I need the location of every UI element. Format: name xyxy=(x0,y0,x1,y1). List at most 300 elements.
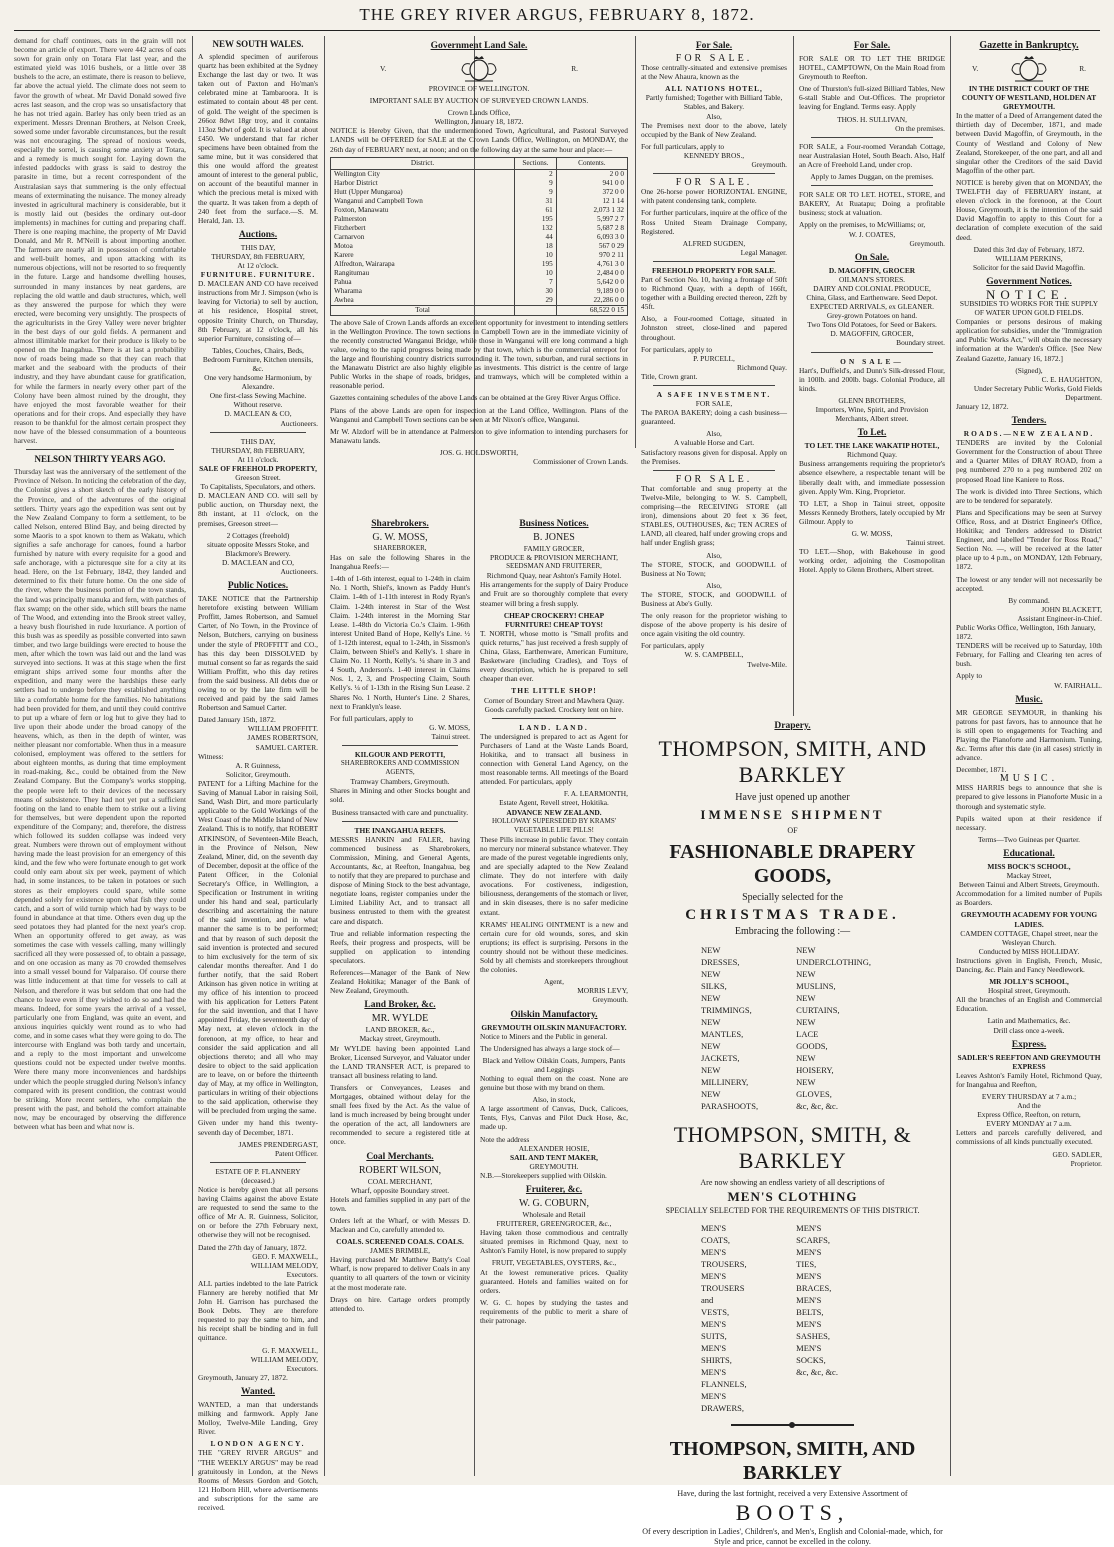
advance-body: These Pills increase in public favor. They contain no mercury nor mineral substance whatever. They are made of the purest vegetable ingredients only, and are specially adapted to the New Zealand climate. They do not interfere with daily avocations. For costiveness, indigestion, biliousness, derangements of the stomach or liver, and in skin diseases, there is no safer medicine extant. xyxy=(480,834,628,917)
let-body: Business arrangements requiring the proprietor's absence elsewhere, a respectable tenant will be liberally dealt with, and immediate possession given. Apply Wm. King, Proprietor. xyxy=(799,459,945,496)
express-signature: GEO. SADLER, xyxy=(1052,1149,1102,1159)
crockery-title: CHEAP CROCKERY! CHEAP FURNITURE! CHEAP TOYS! xyxy=(503,610,605,629)
school-body: Instructions given in English, French, Music, Dancing, &c. Plain and Fancy Needlework. xyxy=(956,955,1102,974)
let-body: TO LET, a Shop in Tainui street, opposite Messrs Kennedy Brothers, lately occupied by Mr Gilmour. Apply to xyxy=(799,498,945,526)
brimble-title: COALS. SCREENED COALS. COALS. xyxy=(336,1237,464,1247)
ornament-divider-icon xyxy=(641,1420,944,1430)
bankruptcy-body: NOTICE is hereby given that on MONDAY, the TWELFTH day of FEBRUARY instant, at eleven o'clock in the forenoon, at the Court House, Greymouth, it is the intention of the said David Magoffin to apply to this Court for a declaration of complete execution of the said deed. xyxy=(956,177,1102,242)
sale-title: FOR SALE. xyxy=(675,177,753,189)
estate-notice: Notice is hereby given that all persons having Claims against the above Estate are requested to send the same to the office of Mr A. R. Guinness, Solicitor, on or before the 27th February next, otherwise they will not be recognised. xyxy=(198,1184,318,1240)
table-cell: 12 1 14 xyxy=(556,197,627,206)
auction-role: Auctioneers. xyxy=(280,418,318,428)
gov-notice-title: NOTICE. xyxy=(986,286,1072,302)
sale-body: One 26-horse power HORIZONTAL ENGINE, with patent condensing tank, complete. xyxy=(641,187,787,206)
bakery-ad: FOR SALE OR TO LET. HOTEL, STORE, and BAKERY, At Ruatapu; Doing a profitable business; stock at valuation. xyxy=(799,190,945,218)
agency-title: LONDON AGENCY. xyxy=(210,1439,306,1449)
auction-items: 2 Cottages (freehold) xyxy=(226,530,290,540)
gov-date: January 12, 1872. xyxy=(956,402,1009,411)
land-agent-title: LAND. LAND. xyxy=(519,722,589,732)
school-body: Conducted by MISS HOLLIDAY. xyxy=(978,946,1080,956)
kilgour-address: Tramway Chambers, Greymouth. xyxy=(350,777,450,787)
hotel-address: On the premises. xyxy=(895,123,945,133)
drapery-list-left xyxy=(701,1222,789,1414)
drapery-christmas: CHRISTMAS TRADE. xyxy=(685,907,900,923)
let-title: TO LET. THE LAKE WAKATIP HOTEL, xyxy=(804,441,940,451)
brimble-name: JAMES BRIMBLE, xyxy=(370,1246,430,1256)
nsw-article: A splendid specimen of auriferous quartz has been exhibited at the Sydney Exchange the last day or two. It was taken out of Paxton and Ho'man's celebrated mine at Tambaroora. It is estimated to contain about 48 per cent. of gold. The weight of the specimen is 266oz 8dwt 18gr troy, and it contains 113oz 9dwt of gold. It is valued at about £450. We understand that far richer specimens have been obtained from the same mine, but it was considered that this one would afford the greatest amount of interest to the general public, on account of the beautiful manner in which the precious metal is mixed with the quartz. It was taken from a depth of 240 feet from the surface.—S. M. Herald, Jan. 13. xyxy=(198,52,318,225)
list-item: MEN'S TROUSERS, xyxy=(701,1247,747,1269)
auction-reserve: Without reserve. xyxy=(233,400,283,410)
table-total-label: Total xyxy=(331,305,515,315)
sale-address: Greymouth. xyxy=(751,160,787,170)
table-row xyxy=(331,206,628,215)
column-business xyxy=(480,514,628,1476)
jones-body: His arrangements for the supply of Dairy Produce and Fruit are so thoroughly complete that every steamer will bring a fresh supply. xyxy=(480,580,628,608)
sale-body: The only reason for the proprietor wishing to dispose of the above property is his desire of once again visiting the old country. xyxy=(641,611,787,639)
bankruptcy-date: Dated this 3rd day of February, 1872. xyxy=(973,244,1085,254)
table-cell: 2 xyxy=(515,169,557,179)
sale-body: A valuable Horse and Cart. xyxy=(673,438,755,448)
table-header: Sections. xyxy=(515,157,557,169)
sale-address: Richmond Quay. xyxy=(736,362,787,372)
list-item: MEN'S SASHES, xyxy=(796,1319,830,1341)
list-item: NEW LACE GOODS, xyxy=(796,1017,828,1051)
patent-signature: JAMES PRENDERGAST, xyxy=(238,1139,318,1149)
sale-body: That comfortable and snug property at the Twelve-Mile, belonging to W. S. Campbell, comprising—the RECEIVING STORE (all iron), dimensions about 20 feet x 36 feet, STABLES, OUTHOUSES, &c; TEN ACRES of LAND, all cleared, half under growing crops and half under English grass; xyxy=(641,483,787,548)
express-body: Letters and parcels carefully delivered, and commissions of all kinds punctually executed. xyxy=(956,1128,1102,1147)
article-heading: NELSON THIRTY YEARS AGO. xyxy=(34,454,166,465)
brimble-foot: Drays on hire. Cartage orders promptly attended to. xyxy=(330,1294,470,1313)
advance-address: Greymouth. xyxy=(592,995,628,1005)
sale-role: Legal Manager. xyxy=(740,247,787,257)
table-cell: Wanganui and Campbell Town xyxy=(331,197,515,206)
gov-signed: (Signed), xyxy=(1015,365,1043,375)
royal-crest-icon xyxy=(457,54,501,84)
table-cell: 6,093 3 0 xyxy=(556,233,627,242)
sale-also: Also, xyxy=(706,580,722,590)
notice-signature: WILLIAM PROFFITT. xyxy=(247,724,318,734)
oilskin-heading: Oilskin Manufactory. xyxy=(510,1009,598,1020)
oilskin-role: SAIL AND TENT MAKER, xyxy=(509,1152,599,1162)
auction-place: Greeson Street. xyxy=(235,473,281,483)
list-item: MEN'S TIES, xyxy=(796,1247,822,1269)
table-header: Contents. xyxy=(556,157,627,169)
table-cell: 5,642 0 0 xyxy=(556,278,627,287)
gov-notice-sub: SUBSIDIES TO WORKS FOR THE SUPPLY OF WATER UPON GOLD FIELDS. xyxy=(959,298,1099,318)
column-sale-let xyxy=(799,36,945,716)
column-rule xyxy=(635,36,636,448)
wilson-title: ROBERT WILSON, xyxy=(358,1164,442,1176)
auction-time: At 12 o'clock. xyxy=(237,260,279,270)
music-title: MUSIC. xyxy=(999,773,1059,785)
crest-letter: R. xyxy=(571,64,578,74)
drapery-ad xyxy=(641,716,944,1546)
auction-role: Auctioneers. xyxy=(280,566,318,576)
wylde-body: Transfers or Conveyances, Leases and Mortgages, obtained without delay for the small fees fixed by the Act. As the value of land is much increased by being brought under the operation of the act, all landowners are recommended to secure a registered title at once. xyxy=(330,1082,470,1147)
table-row xyxy=(331,197,628,206)
witness-name: A. R Guinness, xyxy=(235,760,281,770)
tender-body: The work is divided into Three Sections, which are to be tendered for separately. xyxy=(956,486,1102,505)
gov-notice-body: Companies or persons desirous of making application for subsidies, under the "Immigration and Public Works Act," will obtain the necessary information at the Warden's Office. [See New Zealand Gazette, January 16, 1872.] xyxy=(956,317,1102,363)
glenn-role: Importers, Wine, Spirit, and Provision Merchants, Albert street. xyxy=(815,405,929,424)
wanted-heading: Wanted. xyxy=(240,1386,276,1397)
bakery-foot: Apply on the premises, to McWilliams; or, xyxy=(799,220,926,230)
school-address: Between Tainui and Albert Streets, Greymouth. xyxy=(958,880,1100,890)
auction-extra: One very handsome Harmonium, by Alexandre. xyxy=(204,373,312,392)
magoffin-title: D. MAGOFFIN, GROCER xyxy=(828,265,916,275)
divider xyxy=(210,432,306,433)
hotel-ad: One of Thurston's full-sized Billiard Tables, New 6-stall Stable and Out-Offices. The proprietor leaving for England. Terms easy. Apply xyxy=(799,84,945,112)
magoffin-body: Grey-grown Potatoes on hand. xyxy=(826,311,918,321)
auction-day: THIS DAY, xyxy=(240,242,276,252)
divider xyxy=(492,718,616,719)
table-cell: 18 xyxy=(515,242,557,251)
sale-foot: For particulars, apply xyxy=(641,641,705,651)
table-row xyxy=(331,233,628,242)
office: Crown Lands Office, xyxy=(447,108,511,118)
table-row xyxy=(331,296,628,306)
list-item: NEW TRIMMINGS, xyxy=(701,993,752,1015)
table-cell: Alfredton, Wairarapa xyxy=(331,260,515,269)
oilskin-foot: N.B.—Storekeepers supplied with Oilskin. xyxy=(480,1170,607,1180)
debts-date: Greymouth, January 27, 1872. xyxy=(198,1372,288,1382)
estate-signature: WILLIAM MELODY, xyxy=(250,1260,318,1270)
divider xyxy=(653,261,775,262)
drapery-immense: IMMENSE SHIPMENT xyxy=(700,807,885,822)
drapery-line: Are now showing an endless variety of all descriptions of xyxy=(700,1178,885,1187)
moss-address: Tainui street. xyxy=(431,731,470,741)
auction-body: D. MACLEAN AND CO have received instructions from Mr J. Simpson (who is leaving for Victoria) to sell by auction, at his residence, Hospital street, opposite Trinity Church, on Thursday, 8th February, at 12 o'clock, all his superior Furniture, consisting of— xyxy=(198,279,318,343)
business-heading: Business Notices. xyxy=(519,519,589,529)
table-cell: 5,687 2 8 xyxy=(556,224,627,233)
office-date: Wellington, January 18, 1872. xyxy=(434,117,524,127)
list-item: NEW JACKETS, xyxy=(701,1041,740,1063)
patent-notice: PATENT for a Lifting Machine for the Saving of Manual Labor in raising Soil, Sand, Wash Dirt, and more particularly applicable to the Gold Workings of the West Coast of the Middle Island of New Zealand. This is to notify, that ROBERT ATKINSON, of Seventeen-Mile Beach, in the Province of Nelson, New Zealand, Miner, did, on the seventh day of December, deposit at the office of the Patent Officer, in the Colonial Secretary's Office, in Wellington, a Specification or Instrument in writing under his hand and seal, particularly describing and ascertaining the nature of the said invention, and in what manner the same is to be performed; and that by reason of such deposit the said invention is protected and secured to him exclusively for the term of six calendar months thereafter. And I do further notify, that the said Robert Atkinson has given notice in writing at my office of his intention to proceed with his application for Letters Patent for the said invention, and that I have appointed Friday, the seventeenth day of May next, at eleven o'clock in the forenoon, at my office, to hear and consider the said application and all objections thereto; and all who may desire to object to the said application are to leave, on or before the thirteenth day of May, at my office in Wellington, particulars in writing of their objections to the said application, otherwise they will be precluded from urging the same. xyxy=(198,778,318,1116)
list-item: MEN'S SCARFS, xyxy=(796,1223,830,1245)
coal-heading: Coal Merchants. xyxy=(366,1151,434,1162)
oilskin-address-note: Note the address xyxy=(480,1134,530,1144)
column-rule xyxy=(474,514,475,1476)
tender-body: TENDERS will be received up to Saturday, 10th February, for Falling and Clearing ten acres of bush. xyxy=(956,641,1102,669)
express-role: Proprietor. xyxy=(1070,1158,1102,1168)
drapery-list-left xyxy=(701,944,789,1112)
sale-body: The PAROA BAKERY; doing a cash business—guaranteed. xyxy=(641,408,787,427)
list-item: MEN'S FLANNELS, xyxy=(701,1367,747,1389)
list-item: NEW PARASHOOTS, xyxy=(701,1089,759,1111)
sale-body: The STORE, STOCK, and GOODWILL of Business at Abe's Gully. xyxy=(641,589,787,608)
sale-foot: For full particulars, apply to xyxy=(641,141,725,151)
drapery-heading: Drapery. xyxy=(774,721,811,731)
advance-signature: MORRIS LEVY, xyxy=(577,986,628,996)
jones-sub: PRODUCE & PROVISION MERCHANT, xyxy=(490,553,618,563)
column-rule xyxy=(324,36,325,1476)
drapery-firm: THOMPSON, SMITH, AND BARKLEY xyxy=(658,736,927,787)
witness-role: Solicitor, Greymouth. xyxy=(225,769,291,779)
table-cell: Fitzherbert xyxy=(331,224,515,233)
sale-hotel: ALL NATIONS HOTEL, xyxy=(665,84,763,94)
table-cell: 2 0 0 xyxy=(556,169,627,179)
sale-notice: NOTICE is Hereby Given, that the undermentioned Town, Agricultural, and Pastoral Surveyed LANDS will be OFFERED for SALE at the Crown Lands Office, Wellington, on MONDAY, the 26th day of FEBRUARY next, at noon; and on the following day at the same hour and place:— xyxy=(330,126,628,154)
table-row xyxy=(331,278,628,287)
school-title: MR JOLLY'S SCHOOL, xyxy=(989,977,1069,987)
auctions-heading: Auctions. xyxy=(238,229,278,240)
sale-body: The STORE, STOCK, and GOODWILL of Business at No Town; xyxy=(641,559,787,578)
wanted-ad: WANTED, a man that understands milking and farmwork. Apply Jane Molloy, Twelve-Mile Landing, Grey River. xyxy=(198,1399,318,1437)
sharebrokers-heading: Sharebrokers. xyxy=(371,519,429,529)
coburn-foot: W. G. C. hopes by studying the tastes and requirements of the public to merit a share of their patronage. xyxy=(480,1297,628,1326)
magoffin-body: China, Glass, and Earthenware. Seed Depot. xyxy=(806,292,938,302)
oilskin-signature: ALEXANDER HOSIE, xyxy=(518,1143,590,1153)
table-row xyxy=(331,269,628,278)
estate-signature: GEO. F. MAXWELL, xyxy=(252,1251,318,1261)
crockery-body: T. NORTH, whose motto is "Small profits and quick returns," has just received a fresh supply of China, Glass, Earthenware, American Furniture, Basketware (including Cradles), and Toys of every description, which he is prepared to sell cheaper than ever. xyxy=(480,628,628,684)
divider xyxy=(653,173,775,174)
tender-by: By command. xyxy=(1008,595,1050,605)
list-item: NEW CURTAINS, xyxy=(796,993,840,1015)
bakery-signature: W. J. COATES, xyxy=(848,229,896,239)
brimble-body: Having purchased Mr Matthew Batty's Coal Wharf, is now prepared to deliver Coals in any quantity to all quarters of the town or vicinity at the most moderate rate. xyxy=(330,1255,470,1292)
school-address: Hospital street, Greymouth. xyxy=(987,986,1071,996)
coburn-body: At the lowest remunerative prices. Quality guaranteed. Hotels and families waited on for orders. xyxy=(480,1267,628,1295)
table-cell: Awhea xyxy=(331,296,515,306)
sale-title: IMPORTANT SALE BY AUCTION OF SURVEYED CROWN LANDS. xyxy=(369,96,589,106)
table-cell: Motoa xyxy=(331,242,515,251)
list-item: MEN'S BELTS, xyxy=(796,1295,824,1317)
list-item: NEW MILLINERY, xyxy=(701,1065,749,1087)
school-address: CAMDEN COTTAGE, Chapel street, near the Wesleyan Church. xyxy=(960,928,1098,947)
glenn-title: ON SALE— xyxy=(840,356,904,366)
table-cell: 2,073 1 32 xyxy=(556,206,627,215)
sale-signature: KENNEDY BROS., xyxy=(683,150,745,160)
inangahua-body: True and reliable information respecting the Reefs, their progress and prospects, will be supplied on application to intending speculators. xyxy=(330,928,470,965)
express-and: And the xyxy=(1017,1101,1041,1111)
table-row xyxy=(331,224,628,233)
table-cell: 10 xyxy=(515,251,557,260)
wilson-body: Orders left at the Wharf, or with Messrs D. Maclean and Co, carefully attended to. xyxy=(330,1215,470,1234)
list-item: NEW MANTLES, xyxy=(701,1017,744,1039)
table-cell: 29 xyxy=(515,296,557,306)
jones-title: B. JONES xyxy=(533,532,575,543)
list-item: NEW MUSLINS, xyxy=(796,969,836,991)
for-sale-heading: For Sale. xyxy=(695,41,733,51)
land-agent-signature: F. A. LEARMONTH, xyxy=(563,789,628,799)
glenn-signature: GLENN BROTHERS, xyxy=(838,395,906,405)
agency-ad: THE "GREY RIVER ARGUS" and "THE WEEKLY ARGUS" may be read gratuitously in London, at the News Rooms of Messrs Gordon and Gotch, 121 Holborn Hill, where advertisements and subscriptions for the same are received. xyxy=(198,1448,318,1512)
inangahua-title: THE INANGAHUA REEFS. xyxy=(354,825,446,835)
sale-body: For further particulars, inquire at the office of the Ross United Steam Drainage Company, Registered. xyxy=(641,208,787,236)
table-cell: Harbor District xyxy=(331,179,515,188)
bankruptcy-body: In the matter of a Deed of Arrangement dated the thirtieth day of December, 1871, and made between David Magoffin, of Greymouth, in the County of Westland and Colony of New Zealand, Storekeeper, of the one part, and all and singular other the Creditors of the said David Magoffin of the other part. xyxy=(956,111,1102,175)
magoffin-address: Boundary street. xyxy=(896,338,945,348)
table-row xyxy=(331,251,628,260)
drapery-list-right xyxy=(796,944,884,1112)
wilson-address: Wharf, opposite Boundary street. xyxy=(350,1185,450,1195)
notice-date: Dated January 15th, 1872. xyxy=(198,715,276,725)
debts-role: Executors. xyxy=(286,1363,318,1373)
table-cell: Wharama xyxy=(331,287,515,296)
column-news xyxy=(14,36,186,1476)
moss-sub: SHAREBROKER, xyxy=(373,544,427,552)
table-cell: Karere xyxy=(331,251,515,260)
public-notices-heading: Public Notices. xyxy=(227,581,289,592)
table-row xyxy=(331,260,628,269)
table-cell: 22,286 0 0 xyxy=(556,296,627,306)
crest-letter: V. xyxy=(972,64,979,74)
auction-notice: To Capitalists, Speculators, and others. xyxy=(200,482,316,492)
glenn-body: Hart's, Duffield's, and Dunn's Silk-dressed Flour, in 100lb. and 200lb. bags. Colonial Produce, all kinds. xyxy=(799,365,945,393)
kilgour-foot: Business transacted with care and punctuality. xyxy=(331,807,469,817)
shop-foot: Goods carefully packed. Crockery lent on hire. xyxy=(484,704,624,714)
hotel-signature: THOS. H. SULLIVAN, xyxy=(837,114,907,124)
table-row xyxy=(331,215,628,224)
list-item: MEN'S SUITS, xyxy=(701,1319,727,1341)
government-heading: Government Notices. xyxy=(986,276,1072,287)
educational-heading: Educational. xyxy=(1003,848,1055,859)
oilskin-town: GREYMOUTH. xyxy=(529,1161,579,1171)
divider xyxy=(210,1162,306,1163)
debts-notice: ALL parties indebted to the late Patrick Flannery are hereby notified that Mr John H. Garrison has purchased the Book Debts. They are therefore requested to pay the same to him, and his receipt shall be binding and in full quittance. xyxy=(198,1278,318,1343)
court-title: IN THE DISTRICT COURT OF THE COUNTY OF WESTLAND, HOLDEN AT GREYMOUTH. xyxy=(961,84,1097,112)
table-header: District. xyxy=(331,157,515,169)
shop-title: THE LITTLE SHOP! xyxy=(511,686,597,696)
table-cell: Pahua xyxy=(331,278,515,287)
table-cell: 132 xyxy=(515,224,557,233)
notice-signature: JAMES ROBERTSON, xyxy=(247,733,318,743)
crest-letter: V. xyxy=(380,64,387,74)
estate-date: Dated the 27th day of January, 1872. xyxy=(198,1242,307,1252)
column-rule xyxy=(950,36,951,1476)
estate-title: ESTATE OF P. FLANNERY (deceased.) xyxy=(215,1166,301,1185)
bakery-address: Greymouth. xyxy=(909,238,945,248)
sale-body: Gazettes containing schedules of the above Lands can be obtained at the Grey River Argus Office. xyxy=(330,393,621,403)
coburn-sub: FRUITERER, GREENGROCER, &c., xyxy=(496,1219,612,1229)
article-agriculture: demand for chaff continues, oats in the grain will not become an article of export. There were 442 acres of oats sown for grain only on Totara Flat last year, and the estimated yield was 1016 bushels, or a little over 38 bushels to the acre, an estimate, there is reason to believe, far above the actual yield. The climate does not seem to favor the growth of wheat. Mr David Donald sowed five acres last season, and the crop was so unsatisfactory that he has not tried again. Barley has only been tried as an experiment. Messrs Drennan Brothers, at Nelson Creek, sowed some under favorable circumstances, but the result was not encouraging. The spread of noxious weeds, especially the sorrel, is causing some anxiety at Totara, and a remedy is much sought for. Laying down the infested paddocks with grass is said to destroy the parasite in time, but a recent correspondent of the Australasian says that summering is the only effectual means of exterminating the nuisance. The money already invested in agricultural machinery is considerable, but it is mostly laid out (besides the ordinary out-door implements) in machines for cutting and preparing chaff. There is one reaping machine, the property of Mr David Donald, and Mr R. M'Neill is about importing another. The farmers are nearly all in possession of comfortable and well-built homes, and upon attacking with its numerous objections, will not be resorted to so frequently in the future. Large and handsome dwelling houses, surrounded in many instances by neat gardens, are replacing the old wattle and daub structures, which, well as they answered the purpose for which they were erected, were becoming very unsightly. The prospects of the agriculturists in the Grey Valley were never brighter in the best days of our gold fields. A permanent and almost illimitable market for their produce is likely to be opened on the Inangahua. There is at last a probability now of roads being made so that they can reach that market and the seaboard with the products of their industry, and they have abundant cause for gratification, for while the farmers in nearly every other part of the Colony have been almost ruined by the drought, they have enjoyed the most favorable weather for their operations and for their crops. And especially they have reason to be thankful for the almost certain prospect they now have of the blessed consummation of a bounteous harvest. xyxy=(14,36,186,446)
auction-title: SALE OF FREEHOLD PROPERTY, xyxy=(199,463,317,473)
sale-signature: ALFRED SUGDEN, xyxy=(682,238,746,248)
express-body: Leaves Ashton's Family Hotel, Richmond Quay, for Inangahua and Reefton, xyxy=(956,1070,1102,1089)
school-body: All the branches of an English and Commercial Education. xyxy=(956,995,1102,1014)
patent-given: Given under my hand this twenty-seventh day of December, 1871. xyxy=(198,1118,318,1137)
table-row xyxy=(331,179,628,188)
list-item: MEN'S TROUSERS and VESTS, xyxy=(701,1271,745,1317)
oilskin-title: GREYMOUTH OILSKIN MANUFACTORY. xyxy=(481,1022,627,1032)
express-body: Express Office, Reefton, on return, xyxy=(977,1110,1081,1120)
royal-crest-icon xyxy=(1007,54,1051,84)
let-body: TO LET.—Shop, with Bakehouse in good working order, adjoining the Cosmopolitan Hotel. Apply to Glenn Brothers, Albert street. xyxy=(799,547,945,575)
table-cell: 44 xyxy=(515,233,557,242)
divider xyxy=(653,470,775,471)
magoffin-body: Two Tons Old Potatoes, for Seed or Bakers. xyxy=(807,320,937,330)
column-auctions xyxy=(198,36,318,1512)
coburn-title: W. G. COBURN, xyxy=(519,1198,589,1209)
divider xyxy=(653,385,775,386)
table-cell: 4,761 3 0 xyxy=(556,260,627,269)
sale-body: The Premises next door to the above, lately occupied by the Bank of New Zealand. xyxy=(641,120,787,139)
let-address: Tainui street. xyxy=(906,538,945,548)
divider xyxy=(811,352,933,353)
sale-body: Partly furnished; Together with Billiard Table, Stables, and Bakery. xyxy=(645,93,783,112)
table-cell: Hutt (Upper Mungaroa) xyxy=(331,188,515,197)
land-sale xyxy=(330,36,628,506)
advance-title: ADVANCE NEW ZEALAND. xyxy=(506,807,602,817)
list-item: MEN'S BRACES, xyxy=(796,1271,832,1293)
drapery-firm: THOMPSON, SMITH, & BARKLEY xyxy=(673,1122,912,1173)
table-cell: 195 xyxy=(515,215,557,224)
list-item: MEN'S SHIRTS, xyxy=(701,1343,732,1365)
tender-foot: Apply to xyxy=(956,671,983,681)
magoffin-signature: D. MAGOFFIN, GROCER, xyxy=(830,329,914,339)
table-cell xyxy=(515,305,557,315)
auction-day: THIS DAY, xyxy=(240,436,276,446)
school-body: Drill class once a-week. xyxy=(993,1025,1065,1035)
table-body xyxy=(331,169,628,305)
drapery-line: SPECIALLY SELECTED FOR THE REQUIREMENTS OF THIS DISTRICT. xyxy=(665,1206,920,1215)
let-signature: G. W. MOSS, xyxy=(851,529,893,539)
table-cell: 7 xyxy=(515,278,557,287)
patent-role: Patent Officer. xyxy=(275,1148,318,1158)
table-cell: Foxton, Manawatu xyxy=(331,206,515,215)
drapery-mens: MEN'S CLOTHING xyxy=(727,1189,858,1204)
table-cell: 61 xyxy=(515,206,557,215)
auction-location: situate opposite Messrs Stoke, and Blackmore's Brewery. xyxy=(206,539,310,558)
music-ad: MISS HARRIS begs to announce that she is prepared to give lessons in Pianoforte Music in a thorough and systematic style. xyxy=(956,783,1102,811)
moss-title: G. W. MOSS, xyxy=(372,532,428,543)
express-day: EVERY THURSDAY at 7 a.m.; xyxy=(981,1092,1077,1101)
magoffin-sub: OILMAN'S STORES. xyxy=(838,274,906,284)
table-row xyxy=(331,188,628,197)
jones-sub: FAMILY GROCER, xyxy=(523,544,585,553)
column-gazette xyxy=(956,36,1102,1476)
tender-body: The lowest or any tender will not necessarily be accepted. xyxy=(956,574,1102,593)
masthead-rule xyxy=(14,30,1100,31)
advance-agent: Agent, xyxy=(544,977,564,987)
drapery-line: Embracing the following :— xyxy=(734,926,851,937)
estate-role: Executors. xyxy=(286,1269,318,1279)
magoffin-expected: EXPECTED ARRIVALS, ex GLEANER. xyxy=(809,302,935,312)
sale-sub: FOR SALE, xyxy=(695,399,733,409)
notice-witness: Witness: xyxy=(198,751,224,761)
gazette-heading: Gazette in Bankruptcy. xyxy=(979,40,1079,51)
sale-body: Also, a Four-roomed Cottage, situated in Johnston street, close-lined and papered throughout. xyxy=(641,314,787,342)
sale-title: FREEHOLD PROPERTY FOR SALE. xyxy=(652,265,776,275)
column-rule xyxy=(192,36,193,1476)
wylde-sub: LAND BROKER, &c., xyxy=(365,1025,435,1035)
magoffin-sub: DAIRY AND COLONIAL PRODUCE, xyxy=(813,283,931,293)
province: PROVINCE OF WELLINGTON. xyxy=(428,84,530,93)
tender-body: Plans and Specifications may be seen at Survey Office, Ross, and at District Engineer's Office, Hokitika; and Tenders addressed to District Engineer, and labelled "Tender for Ross Road," Section No. —, will be received at the latter place up to 4 p.m., on MONDAY, 12th February, 1872. xyxy=(956,507,1102,572)
masthead: THE GREY RIVER ARGUS, FEBRUARY 8, 1872. xyxy=(359,5,755,24)
list-item: MEN'S COATS, xyxy=(701,1223,731,1245)
table-cell: 195 xyxy=(515,260,557,269)
tender-role: Assistant Engineer-in-Chief. xyxy=(1017,613,1102,623)
table-total: 68,522 0 15 xyxy=(556,305,627,315)
wylde-address: Mackay street, Greymouth. xyxy=(359,1034,441,1044)
drapery-boots: BOOTS, xyxy=(735,1500,850,1525)
drapery-goods: FASHIONABLE DRAPERY GOODS, xyxy=(669,841,916,887)
moss-foot: For full particulars, apply to xyxy=(330,713,414,723)
table-cell: 9 xyxy=(515,179,557,188)
music-terms: Terms—Two Guineas per Quarter. xyxy=(978,834,1080,844)
drapery-of: OF xyxy=(787,826,798,835)
divider xyxy=(342,745,458,746)
coburn-body: Having taken those commodious and centrally situated premises in Richmond Quay, next to Ashton's Family Hotel, is now prepared to supply xyxy=(480,1228,628,1256)
list-item: MEN'S SOCKS, xyxy=(796,1343,826,1365)
express-day: EVERY MONDAY at 7 a.m. xyxy=(986,1119,1072,1129)
sale-also: Also, xyxy=(706,429,722,439)
tender-signature: JOHN BLACKETT, xyxy=(1041,604,1102,614)
notice-signature: SAMUEL CARTER. xyxy=(255,742,318,752)
sale-title: FOR SALE. xyxy=(675,53,753,64)
